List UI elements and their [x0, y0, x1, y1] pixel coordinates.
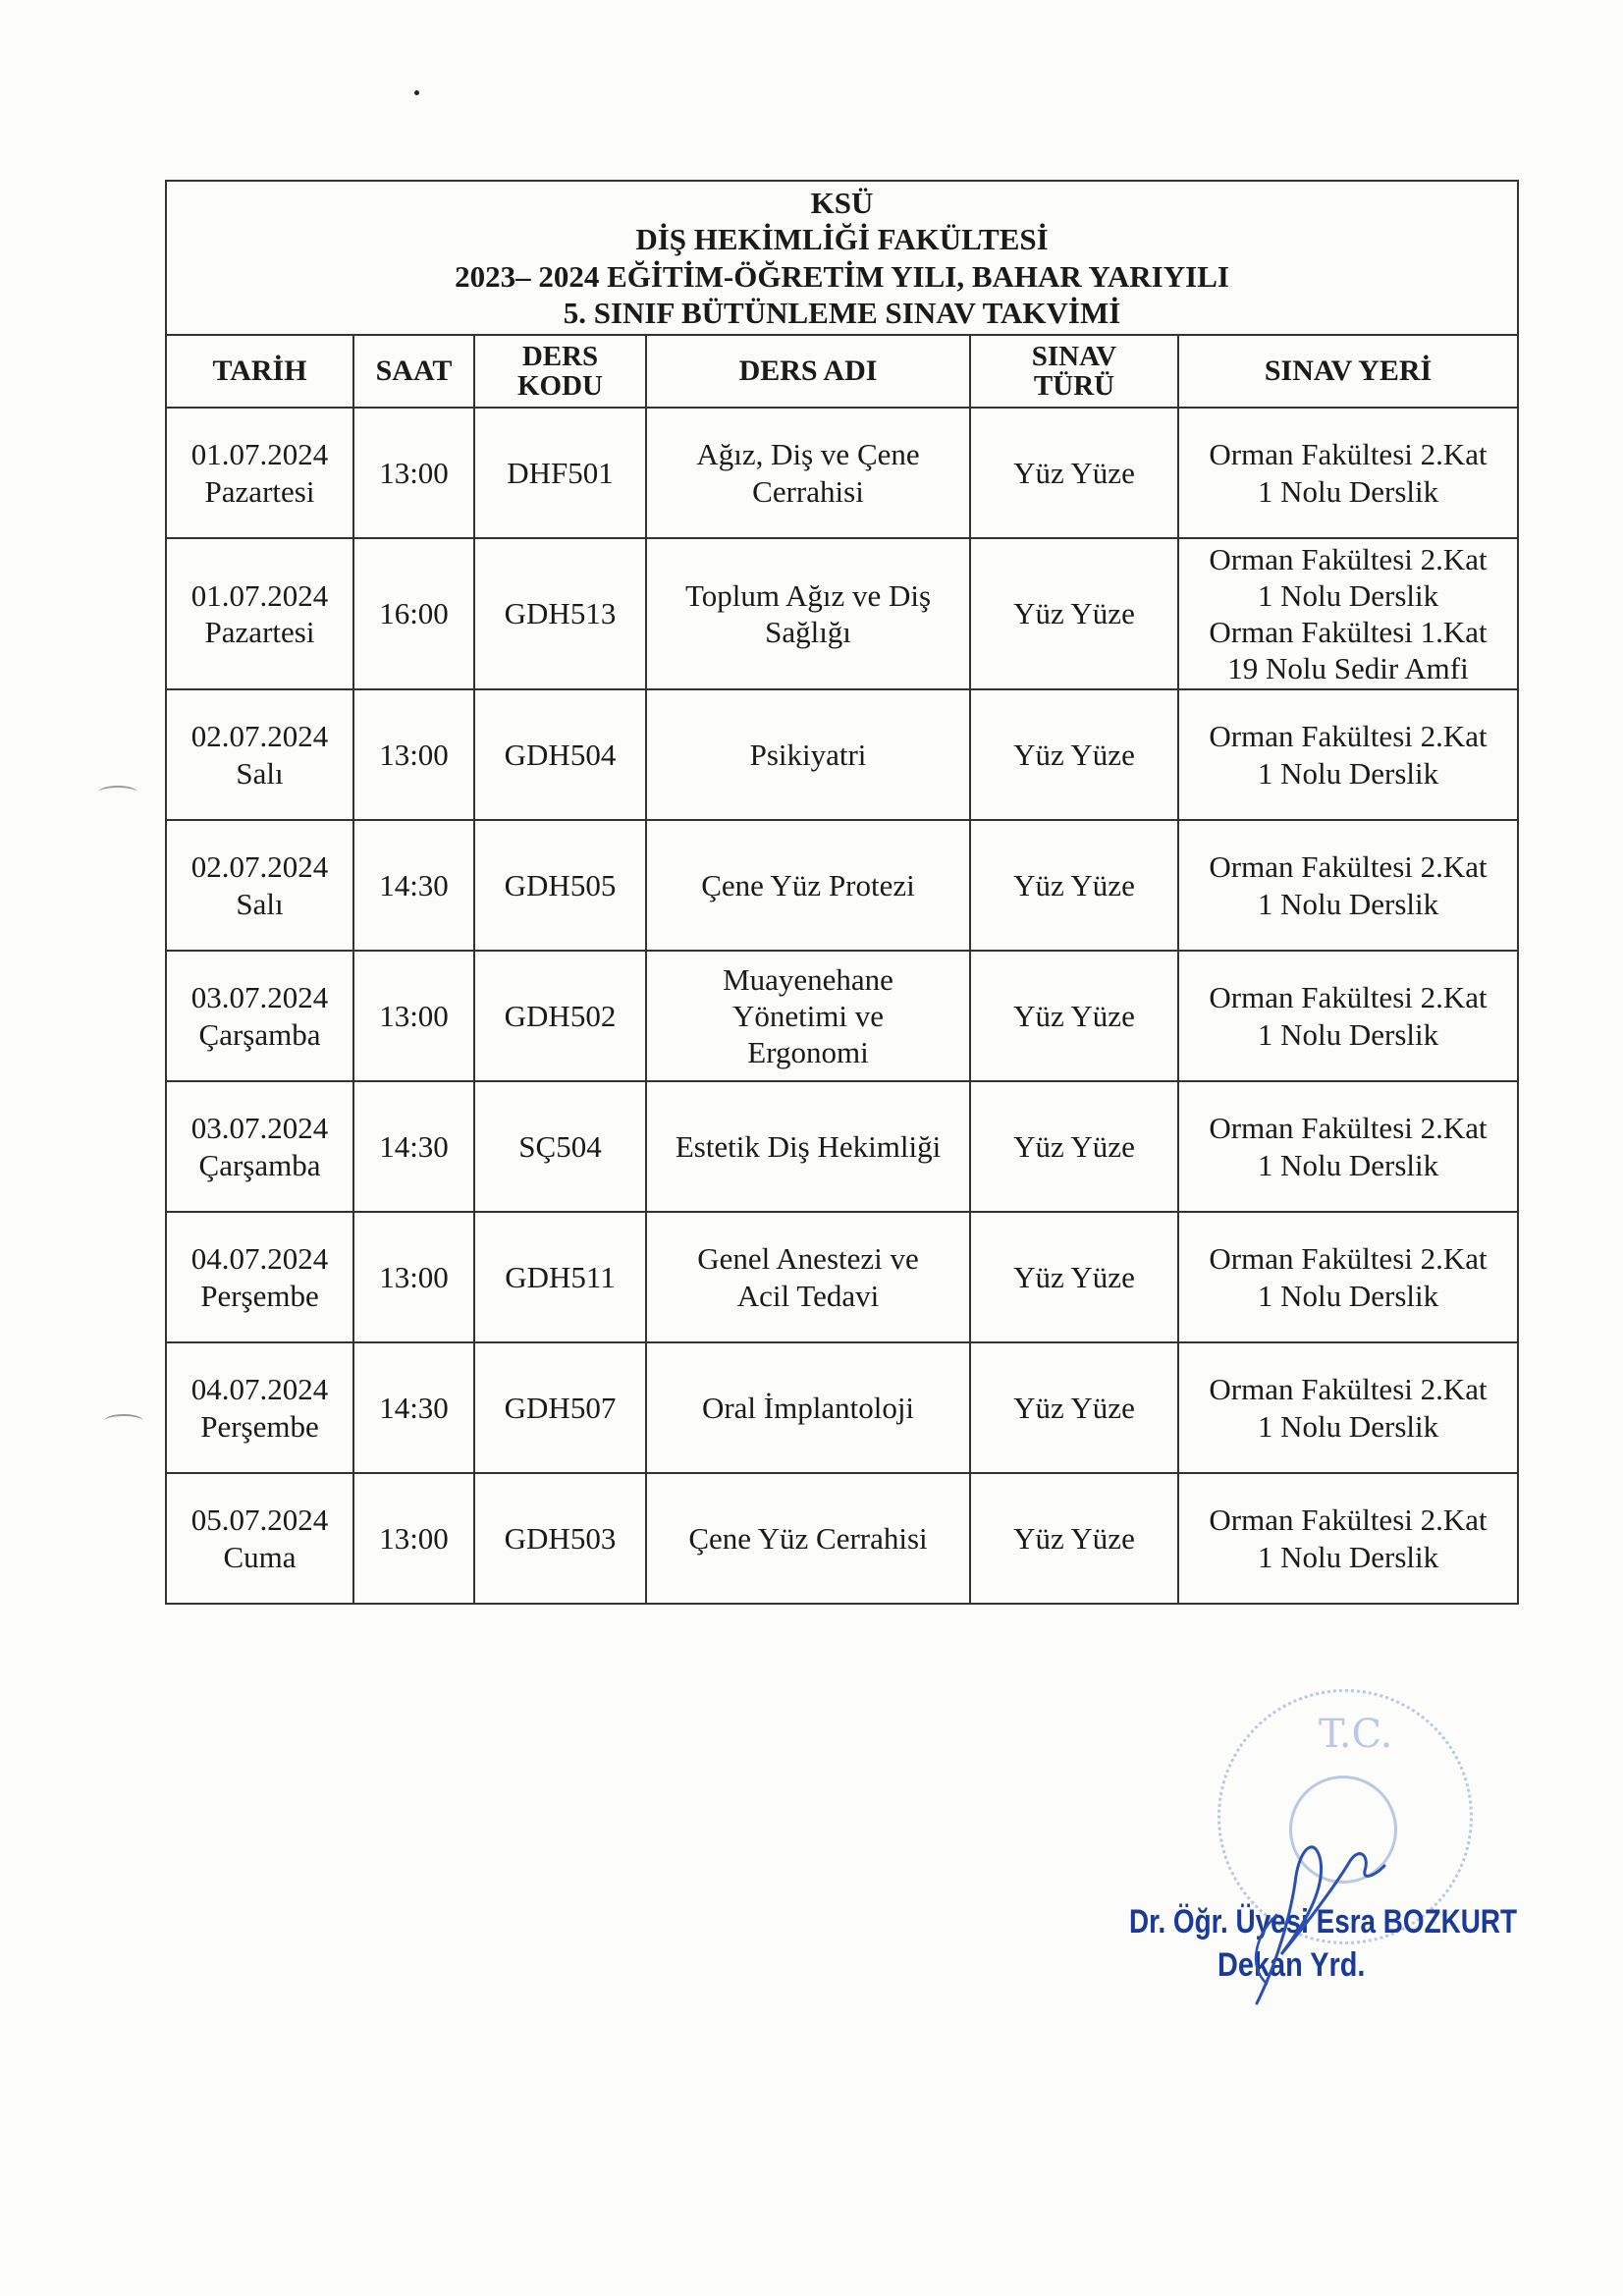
exam-place-line: 1 Nolu Derslik	[1257, 1016, 1439, 1052]
table-row	[166, 1081, 1518, 1212]
table-row	[166, 951, 1518, 1081]
course-name-line: Cerrahisi	[752, 473, 864, 509]
exam-place-line: 19 Nolu Sedir Amfi	[1227, 651, 1469, 686]
course-code-cell: SÇ504	[474, 1081, 646, 1212]
time-cell: 13:00	[353, 1212, 474, 1342]
exam-date: 02.07.2024	[190, 719, 329, 754]
exam-place-line: Orman Fakültesi 2.Kat	[1209, 1241, 1488, 1277]
course-code-cell: GDH507	[474, 1342, 646, 1473]
exam-place-line: 1 Nolu Derslik	[1257, 1408, 1439, 1444]
course-name-cell	[646, 538, 970, 689]
exam-type-cell: Yüz Yüze	[970, 1342, 1178, 1473]
signer-name: Dr. Öğr. Üyesi Esra BOZKURT	[1129, 1903, 1518, 1941]
exam-place-line: Orman Fakültesi 2.Kat	[1209, 541, 1488, 576]
exam-day: Cuma	[223, 1539, 297, 1574]
table-row	[166, 408, 1518, 538]
course-name-cell	[646, 1081, 970, 1212]
date-cell	[166, 689, 353, 820]
table-row	[166, 1342, 1518, 1473]
time-cell: 16:00	[353, 538, 474, 689]
exam-date: 01.07.2024	[190, 437, 329, 472]
time-cell: 14:30	[353, 1081, 474, 1212]
course-name-cell	[646, 408, 970, 538]
column-header-type	[970, 335, 1178, 408]
title-institution: KSÜ	[810, 186, 874, 221]
course-code-cell: GDH504	[474, 689, 646, 820]
exam-place-line: Orman Fakültesi 2.Kat	[1209, 437, 1488, 472]
exam-place-cell	[1178, 408, 1518, 538]
course-code-cell: GDH513	[474, 538, 646, 689]
exam-day: Çarşamba	[198, 1147, 321, 1182]
course-code-cell: GDH505	[474, 820, 646, 951]
signer-title: Dekan Yrd.	[1217, 1946, 1366, 1984]
exam-date: 04.07.2024	[190, 1241, 329, 1277]
exam-place-cell	[1178, 951, 1518, 1081]
signature-block	[1109, 1689, 1518, 2013]
date-cell	[166, 408, 353, 538]
time-cell: 13:00	[353, 689, 474, 820]
exam-date: 04.07.2024	[190, 1372, 329, 1407]
table-row	[166, 1473, 1518, 1604]
course-name-cell	[646, 1473, 970, 1604]
exam-place-cell	[1178, 538, 1518, 689]
table-row	[166, 820, 1518, 951]
course-code-cell: GDH511	[474, 1212, 646, 1342]
exam-place-line: Orman Fakültesi 2.Kat	[1209, 980, 1488, 1015]
exam-day: Salı	[236, 886, 284, 921]
title-faculty: DİŞ HEKİMLİĞİ FAKÜLTESİ	[635, 222, 1049, 257]
title-schedule-name: 5. SINIF BÜTÜNLEME SINAV TAKVİMİ	[563, 295, 1121, 330]
column-header-code-line2: KODU	[517, 370, 603, 402]
time-cell: 13:00	[353, 408, 474, 538]
column-header-type-line2: TÜRÜ	[1033, 370, 1115, 402]
table-header-row	[166, 335, 1518, 408]
punch-hole-mark	[104, 1414, 143, 1428]
exam-date: 05.07.2024	[190, 1503, 329, 1538]
exam-place-cell	[1178, 1212, 1518, 1342]
scan-speck	[414, 90, 419, 95]
column-header-time: SAAT	[353, 335, 474, 408]
date-cell	[166, 538, 353, 689]
exam-place-line: Orman Fakültesi 2.Kat	[1209, 719, 1488, 754]
table-row	[166, 1212, 1518, 1342]
exam-date: 02.07.2024	[190, 849, 329, 885]
exam-type-cell: Yüz Yüze	[970, 689, 1178, 820]
course-name-line: Acil Tedavi	[736, 1278, 880, 1313]
exam-place-line: Orman Fakültesi 2.Kat	[1209, 849, 1488, 885]
exam-place-cell	[1178, 1342, 1518, 1473]
exam-place-line: Orman Fakültesi 2.Kat	[1209, 1503, 1488, 1538]
exam-place-line: 1 Nolu Derslik	[1257, 1147, 1439, 1182]
exam-place-line: Orman Fakültesi 2.Kat	[1209, 1111, 1488, 1146]
exam-day: Perşembe	[200, 1408, 319, 1444]
table-row	[166, 538, 1518, 689]
punch-hole-mark	[98, 786, 137, 799]
document-title	[166, 181, 1518, 335]
date-cell	[166, 1473, 353, 1604]
course-name-line: Ağız, Diş ve Çene	[696, 437, 920, 472]
course-name-line: Sağlığı	[765, 615, 851, 649]
course-name-cell	[646, 1212, 970, 1342]
exam-place-line: 1 Nolu Derslik	[1257, 886, 1439, 921]
exam-type-cell: Yüz Yüze	[970, 820, 1178, 951]
exam-schedule-table	[165, 180, 1519, 1605]
exam-day: Salı	[236, 755, 284, 791]
course-name-line: Ergonomi	[747, 1035, 869, 1070]
exam-place-line: 1 Nolu Derslik	[1257, 755, 1439, 791]
exam-place-line: 1 Nolu Derslik	[1257, 1278, 1439, 1313]
exam-type-cell: Yüz Yüze	[970, 538, 1178, 689]
course-name-line: Çene Yüz Protezi	[701, 867, 915, 902]
exam-type-cell: Yüz Yüze	[970, 1473, 1178, 1604]
exam-date: 03.07.2024	[190, 1111, 329, 1146]
exam-type-cell: Yüz Yüze	[970, 951, 1178, 1081]
course-code-cell: DHF501	[474, 408, 646, 538]
course-name-line: Yönetimi ve	[731, 998, 885, 1033]
course-name-line: Psikiyatri	[749, 737, 867, 772]
date-cell	[166, 951, 353, 1081]
time-cell: 13:00	[353, 951, 474, 1081]
course-name-line: Genel Anestezi ve	[697, 1241, 919, 1277]
course-name-line: Estetik Diş Hekimliği	[675, 1128, 942, 1164]
date-cell	[166, 820, 353, 951]
column-header-code	[474, 335, 646, 408]
exam-place-cell	[1178, 1473, 1518, 1604]
time-cell: 14:30	[353, 820, 474, 951]
title-academic-year: 2023– 2024 EĞİTİM-ÖĞRETİM YILI, BAHAR YARIYILI	[455, 258, 1229, 294]
handwritten-signature	[1109, 1689, 1502, 2013]
schedule-body	[166, 408, 1518, 1604]
exam-type-cell: Yüz Yüze	[970, 1081, 1178, 1212]
exam-type-cell: Yüz Yüze	[970, 408, 1178, 538]
exam-place-cell	[1178, 820, 1518, 951]
course-name-line: Muayenehane	[723, 961, 893, 997]
course-name-cell	[646, 689, 970, 820]
exam-date: 03.07.2024	[190, 980, 329, 1015]
exam-place-line: 1 Nolu Derslik	[1257, 577, 1439, 613]
exam-place-cell	[1178, 689, 1518, 820]
time-cell: 14:30	[353, 1342, 474, 1473]
column-header-date: TARİH	[166, 335, 353, 408]
exam-place-line: Orman Fakültesi 2.Kat	[1209, 1372, 1488, 1407]
column-header-code-line1: DERS	[521, 340, 599, 372]
course-code-cell: GDH502	[474, 951, 646, 1081]
exam-day: Perşembe	[200, 1278, 319, 1313]
course-name-cell	[646, 820, 970, 951]
exam-place-line: 1 Nolu Derslik	[1257, 473, 1439, 509]
exam-place-line: 1 Nolu Derslik	[1257, 1539, 1439, 1574]
course-name-line: Çene Yüz Cerrahisi	[688, 1520, 928, 1556]
course-name-cell	[646, 1342, 970, 1473]
date-cell	[166, 1212, 353, 1342]
table-row	[166, 689, 1518, 820]
column-header-type-line1: SINAV	[1031, 340, 1117, 372]
course-code-cell: GDH503	[474, 1473, 646, 1604]
time-cell: 13:00	[353, 1473, 474, 1604]
exam-place-cell	[1178, 1081, 1518, 1212]
seal-text: T.C.	[1319, 1712, 1393, 1757]
column-header-course: DERS ADI	[646, 335, 970, 408]
column-header-place: SINAV YERİ	[1178, 335, 1518, 408]
exam-type-cell: Yüz Yüze	[970, 1212, 1178, 1342]
exam-day: Pazartesi	[204, 615, 315, 649]
course-name-cell	[646, 951, 970, 1081]
exam-date: 01.07.2024	[190, 577, 329, 613]
date-cell	[166, 1081, 353, 1212]
date-cell	[166, 1342, 353, 1473]
exam-place-line: Orman Fakültesi 1.Kat	[1209, 615, 1488, 649]
exam-day: Pazartesi	[204, 473, 315, 509]
course-name-line: Oral İmplantoloji	[701, 1390, 915, 1425]
course-name-line: Toplum Ağız ve Diş	[684, 577, 932, 613]
exam-day: Çarşamba	[198, 1016, 321, 1052]
